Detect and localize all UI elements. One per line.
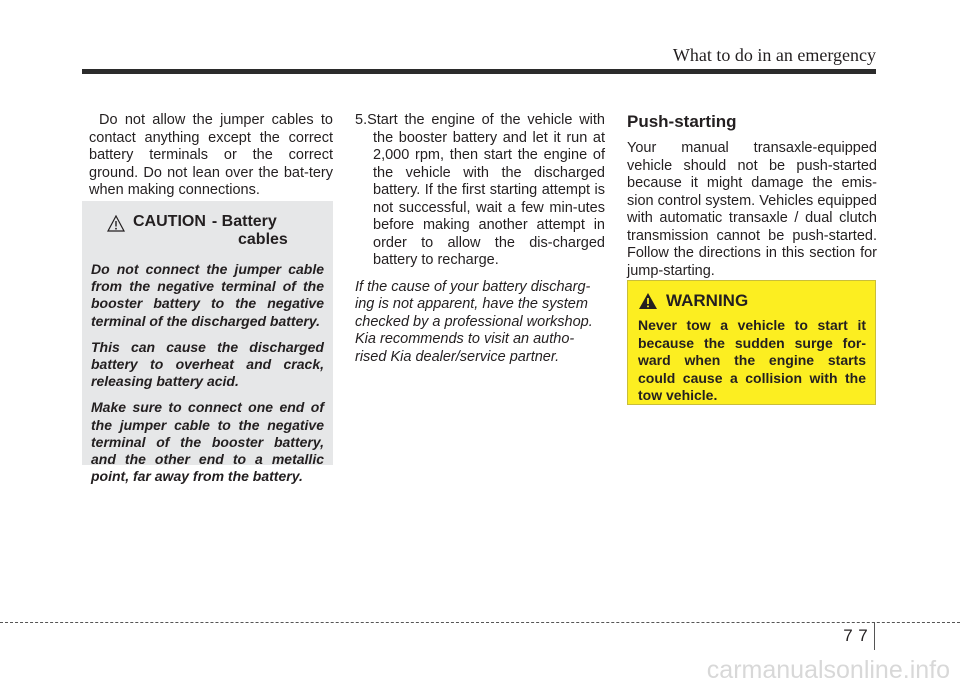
caution-paragraph: Make sure to connect one end of the jumper cable to the negative terminal of the booster battery, and the other end to a metallic point, far away from the battery. bbox=[91, 399, 324, 485]
professional-check-note: If the cause of your battery discharg-ing is not apparent, have the system checked by a professional workshop. Kia recommends to visit an autho-rised Kia dealer/service partner. bbox=[355, 278, 593, 365]
caution-triangle-icon bbox=[107, 215, 125, 233]
caution-label: CAUTION bbox=[133, 213, 206, 230]
right-column bbox=[627, 112, 877, 280]
section-header-title: What to do in an emergency bbox=[672, 45, 876, 65]
caution-paragraph: This can cause the discharged battery to overheat and crack, releasing battery acid. bbox=[91, 338, 324, 390]
caution-subtitle-line1: - Battery bbox=[211, 213, 277, 230]
step-5: 5.Start the engine of the vehicle with the booster battery and let it run at 2,000 rpm, then start the engine of the vehicle with the discharged battery. If the first starting attempt is not successful, wait a few min-utes before making another attempt in order to allow the dis-charged battery to recharge. bbox=[355, 112, 605, 268]
page-number-divider bbox=[874, 622, 875, 650]
push-starting-text: Your manual transaxle-equipped vehicle should not be push-started because it might damage the emis-sion control system. Vehicles equipped with automatic transaxle / dual clutch transmission cannot be push-started. Follow the directions in this section for jump-starting. bbox=[627, 140, 877, 279]
header-rule bbox=[82, 69, 876, 74]
jumper-cable-intro: Do not allow the jumper cables to contact anything except the correct battery terminals or the correct ground. Do not lean over the bat-tery when making connections. bbox=[89, 112, 333, 198]
page-number bbox=[840, 626, 870, 646]
caution-paragraph: Do not connect the jumper cable from the negative terminal of the booster battery to the negative terminal of the discharged battery. bbox=[91, 261, 324, 329]
warning-triangle-icon bbox=[638, 292, 658, 310]
warning-text: Never tow a vehicle to start it because the sudden surge for-ward when the engine starts could cause a collision with the tow vehicle. bbox=[638, 317, 866, 403]
warning-label: WARNING bbox=[666, 291, 749, 310]
footer-rule bbox=[0, 622, 960, 623]
warning-box bbox=[627, 280, 876, 405]
caution-box bbox=[82, 201, 333, 485]
caution-subtitle-line2: cables bbox=[238, 231, 288, 248]
middle-column bbox=[355, 112, 605, 366]
caution-header bbox=[91, 213, 324, 249]
watermark: carmanualsonline.info bbox=[706, 656, 950, 684]
push-starting-title: Push-starting bbox=[627, 112, 737, 131]
warning-header bbox=[638, 291, 866, 311]
chapter-number: 7 bbox=[843, 626, 853, 645]
page-number-value: 7 bbox=[858, 626, 868, 645]
left-column bbox=[89, 112, 333, 200]
